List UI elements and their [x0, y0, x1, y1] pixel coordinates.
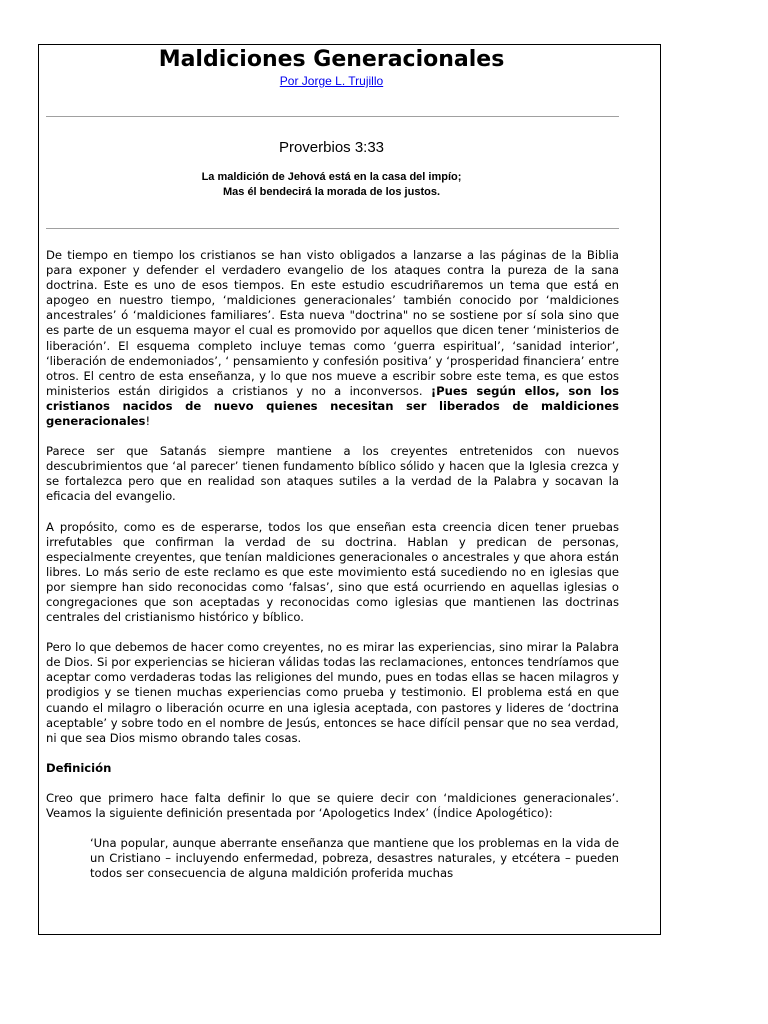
paragraph-1-text: De tiempo en tiempo los cristianos se han visto obligados a lanzarse a las páginas de la Biblia para exponer y defender el verdadero evangelio de los ataques contra la pureza de la sana doctrina. Este es uno de esos tiempos. En este estudio escudriñaremos un tema que está en apogeo en nuestro tiempo, ‘maldiciones generacionales’ también conocido por ‘maldiciones ancestrales’ ó ‘maldiciones familiares’. Esta nueva "doctrina" no se sostiene por sí sola sino que es parte de un esquema mayor el cual es promovido por aquellos que dicen tener ‘ministerios de liberación’. El esquema completo incluye temas como ‘guerra espiritual’, ‘sanidad interior’, ‘liberación de endemoniados’, ‘ pensamiento y confesión positiva’ y ‘prosperidad financiera’ entre otros. El centro de esta enseñanza, y lo que nos mueve a escribir sobre este tema, es que estos ministerios están dirigidos a cristianos y no a inconversos. — [46, 248, 619, 398]
section-heading-definicion: Definición — [46, 760, 112, 775]
author-link[interactable]: Por Jorge L. Trujillo — [279, 74, 384, 88]
author-line — [0, 74, 663, 89]
verse-line-2: Mas él bendecirá la morada de los justos. — [222, 186, 441, 198]
verse-line-1: La maldición de Jehová está en la casa del impío; — [201, 171, 462, 183]
article-body — [46, 248, 619, 881]
block-quote: ‘Una popular, aunque aberrante enseñanza que mantiene que los problemas en la vida de un Cristiano – incluyendo enfermedad, pobreza, desastres naturales, y etcétera – pueden todos ser consecuencia de alguna maldición proferida muchas — [90, 836, 619, 881]
document-title: Maldiciones Generacionales — [158, 47, 505, 72]
paragraph-3: A propósito, como es de esperarse, todos los que enseñan esta creencia dicen tener pruebas irrefutables que confirman la verdad de su doctrina. Hablan y predican de personas, especialmente creyentes, que tenían maldiciones generacionales o ancestrales y que ahora están libres. Lo más serio de este reclamo es que este movimiento está sucediendo no en iglesias que por siempre han sido reconocidas como ‘falsas’, sino que está ocurriendo en aquellas iglesias o congregaciones que son aceptadas y reconocidas como iglesias que mantienen las doctrinas centrales del cristianismo histórico y bíblico. — [46, 519, 619, 625]
paragraph-4: Pero lo que debemos de hacer como creyentes, no es mirar las experiencias, sino mirar la Palabra de Dios. Si por experiencias se hicieran válidas todas las reclamaciones, entonces tendríamos que aceptar como verdaderas todas las religiones del mundo, pues en todas ellas se hacen milagros y prodigios y se tienen muchas experiencias como prueba y testimonio. El problema está en que cuando el milagro o liberación ocurre en una iglesia aceptada, con pastores y lideres de ‘doctrina aceptable’ y sobre todo en el nombre de Jesús, entonces se hace difícil pensar que no sea verdad, ni que sea Dios mismo obrando tales cosas. — [46, 640, 619, 745]
verse-text — [0, 170, 663, 200]
paragraph-1-emphasis: ¡Pues según ellos, son los cristianos nacidos de nuevo quienes necesitan ser liberados de maldiciones generacionales — [46, 383, 619, 429]
paragraph-1-end: ! — [145, 414, 151, 429]
paragraph-1 — [46, 248, 619, 429]
verse-reference: Proverbios 3:33 — [278, 139, 385, 156]
top-divider — [46, 116, 619, 117]
paragraph-5: Creo que primero hace falta definir lo que se quiere decir con ‘maldiciones generacionales’. Veamos la siguiente definición presentada por ‘Apologetics Index’ (Índice Apologético): — [46, 790, 619, 820]
bottom-divider — [46, 228, 619, 229]
paragraph-2: Parece ser que Satanás siempre mantiene a los creyentes entretenidos con nuevos descubrimientos que ‘al parecer’ tienen fundamento bíblico sólido y hacen que la Iglesia crezca y se fortalezca pero que en realidad son ataques sutiles a la verdad de la Palabra y socavan la eficacia del evangelio. — [46, 444, 619, 504]
